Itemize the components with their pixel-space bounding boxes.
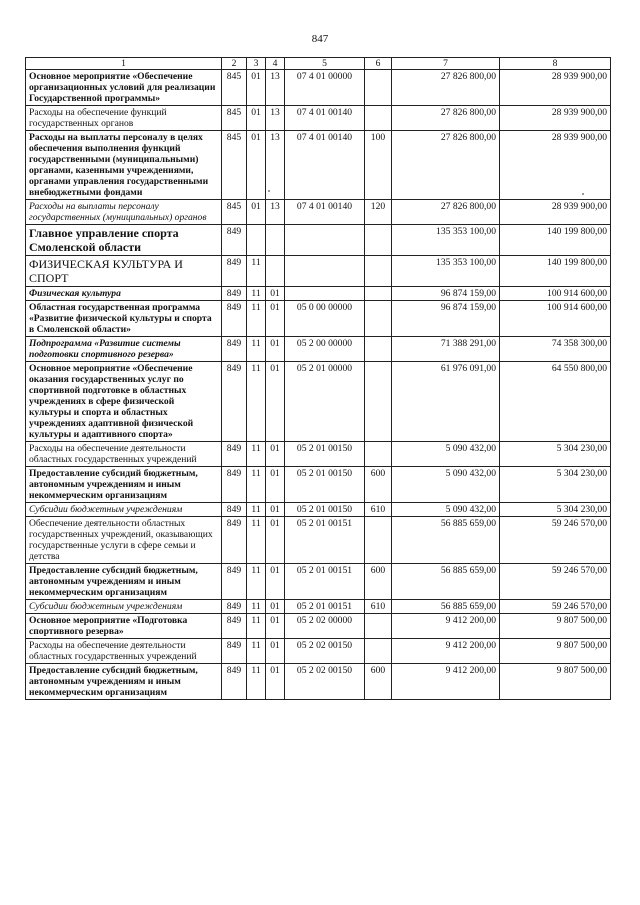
cell-ministry: 849 (222, 600, 247, 614)
cell-target-article: 07 4 01 00000 (285, 70, 365, 106)
cell-amount-year-2: 9 807 500,00 (500, 639, 611, 664)
cell-subsection: 01 (266, 517, 285, 564)
table-row (26, 70, 611, 106)
budget-table (25, 57, 611, 700)
table-row (26, 362, 611, 442)
row-name: Предоставление субсидий бюджетным, автономным учреждениям и иным некоммерческим организациям (26, 467, 222, 503)
cell-expense-type (365, 106, 392, 131)
cell-amount-year-1: 27 826 800,00 (392, 70, 500, 106)
cell-expense-type: 600 (365, 564, 392, 600)
cell-target-article: 05 2 01 00000 (285, 362, 365, 442)
cell-amount-year-1: 96 874 159,00 (392, 287, 500, 301)
cell-subsection: 01 (266, 564, 285, 600)
cell-target-article: 05 2 01 00151 (285, 517, 365, 564)
row-name: ФИЗИЧЕСКАЯ КУЛЬТУРА И СПОРТ (26, 256, 222, 287)
cell-subsection: 01 (266, 639, 285, 664)
cell-amount-year-1: 96 874 159,00 (392, 301, 500, 337)
row-name: Областная государственная программа «Развитие физической культуры и спорта в Смоленской области» (26, 301, 222, 337)
row-name: Расходы на выплаты персоналу государственных (муниципальных) органов (26, 200, 222, 225)
cell-amount-year-2: 140 199 800,00 (500, 225, 611, 256)
table-row (26, 614, 611, 639)
cell-amount-year-1: 27 826 800,00 (392, 131, 500, 200)
row-name: Основное мероприятие «Обеспечение организационных условий для реализации Государственной программы» (26, 70, 222, 106)
row-name: Главное управление спорта Смоленской области (26, 225, 222, 256)
cell-subsection: 01 (266, 467, 285, 503)
cell-section: 01 (247, 106, 266, 131)
table-row (26, 600, 611, 614)
cell-expense-type (365, 517, 392, 564)
cell-amount-year-1: 9 412 200,00 (392, 639, 500, 664)
cell-amount-year-1: 9 412 200,00 (392, 664, 500, 700)
cell-section: 11 (247, 287, 266, 301)
cell-section: 11 (247, 614, 266, 639)
cell-subsection: 13 (266, 200, 285, 225)
cell-amount-year-1: 135 353 100,00 (392, 256, 500, 287)
cell-amount-year-1: 5 090 432,00 (392, 467, 500, 503)
cell-amount-year-1: 5 090 432,00 (392, 442, 500, 467)
cell-section: 11 (247, 467, 266, 503)
cell-target-article (285, 225, 365, 256)
row-name: Расходы на обеспечение функций государственных органов (26, 106, 222, 131)
cell-amount-year-1: 56 885 659,00 (392, 600, 500, 614)
cell-ministry: 849 (222, 337, 247, 362)
cell-target-article: 07 4 01 00140 (285, 200, 365, 225)
cell-amount-year-2: 74 358 300,00 (500, 337, 611, 362)
row-name: Физическая культура (26, 287, 222, 301)
cell-subsection: 01 (266, 614, 285, 639)
cell-target-article: 07 4 01 00140 (285, 106, 365, 131)
table-row (26, 442, 611, 467)
scan-speck (582, 193, 584, 195)
table-row (26, 639, 611, 664)
cell-ministry: 849 (222, 301, 247, 337)
cell-section: 11 (247, 639, 266, 664)
cell-ministry: 849 (222, 256, 247, 287)
cell-amount-year-2: 28 939 900,00 (500, 131, 611, 200)
cell-target-article: 05 2 01 00150 (285, 503, 365, 517)
row-name: Основное мероприятие «Обеспечение оказания государственных услуг по спортивной подготовке в областных учреждениях в сфере физической культуры и спорта и областных учреждениях адаптивной физической культуры и адаптивного спорта» (26, 362, 222, 442)
cell-amount-year-2: 28 939 900,00 (500, 200, 611, 225)
cell-expense-type (365, 256, 392, 287)
cell-section: 11 (247, 301, 266, 337)
row-name: Предоставление субсидий бюджетным, автономным учреждениям и иным некоммерческим организациям (26, 564, 222, 600)
cell-subsection: 01 (266, 337, 285, 362)
cell-amount-year-2: 59 246 570,00 (500, 564, 611, 600)
table-row (26, 106, 611, 131)
cell-section: 11 (247, 337, 266, 362)
table-row (26, 131, 611, 200)
cell-amount-year-1: 61 976 091,00 (392, 362, 500, 442)
cell-section: 01 (247, 131, 266, 200)
cell-section: 11 (247, 564, 266, 600)
cell-subsection: 01 (266, 600, 285, 614)
table-row (26, 200, 611, 225)
column-header: 5 (285, 58, 365, 70)
cell-amount-year-2: 100 914 600,00 (500, 301, 611, 337)
cell-target-article: 05 0 00 00000 (285, 301, 365, 337)
cell-ministry: 849 (222, 664, 247, 700)
cell-ministry: 849 (222, 564, 247, 600)
cell-amount-year-2: 100 914 600,00 (500, 287, 611, 301)
cell-section: 11 (247, 517, 266, 564)
cell-amount-year-1: 27 826 800,00 (392, 106, 500, 131)
cell-ministry: 849 (222, 287, 247, 301)
cell-subsection: 01 (266, 442, 285, 467)
cell-expense-type (365, 70, 392, 106)
column-header: 1 (26, 58, 222, 70)
cell-amount-year-2: 64 550 800,00 (500, 362, 611, 442)
cell-expense-type: 120 (365, 200, 392, 225)
table-row (26, 256, 611, 287)
cell-subsection: 13 (266, 131, 285, 200)
cell-expense-type: 600 (365, 664, 392, 700)
cell-subsection: 01 (266, 664, 285, 700)
cell-amount-year-1: 9 412 200,00 (392, 614, 500, 639)
cell-section: 11 (247, 664, 266, 700)
cell-subsection: 01 (266, 503, 285, 517)
cell-amount-year-2: 140 199 800,00 (500, 256, 611, 287)
cell-target-article: 07 4 01 00140 (285, 131, 365, 200)
cell-expense-type (365, 337, 392, 362)
column-header: 7 (392, 58, 500, 70)
row-name: Обеспечение деятельности областных государственных учреждений, оказывающих государственные услуги в сфере семьи и детства (26, 517, 222, 564)
cell-amount-year-2: 9 807 500,00 (500, 664, 611, 700)
cell-expense-type (365, 225, 392, 256)
row-name: Подпрограмма «Развитие системы подготовки спортивного резерва» (26, 337, 222, 362)
cell-section: 01 (247, 70, 266, 106)
cell-ministry: 849 (222, 362, 247, 442)
column-header: 6 (365, 58, 392, 70)
column-header: 4 (266, 58, 285, 70)
table-row (26, 337, 611, 362)
cell-ministry: 849 (222, 467, 247, 503)
table-row (26, 467, 611, 503)
cell-amount-year-2: 5 304 230,00 (500, 467, 611, 503)
column-header: 3 (247, 58, 266, 70)
cell-expense-type (365, 362, 392, 442)
cell-section: 11 (247, 442, 266, 467)
cell-amount-year-1: 5 090 432,00 (392, 503, 500, 517)
cell-expense-type: 610 (365, 600, 392, 614)
table-body (26, 70, 611, 700)
column-header: 8 (500, 58, 611, 70)
cell-section: 11 (247, 503, 266, 517)
table-row (26, 225, 611, 256)
cell-subsection: 13 (266, 106, 285, 131)
cell-expense-type (365, 287, 392, 301)
cell-amount-year-2: 28 939 900,00 (500, 106, 611, 131)
cell-ministry: 849 (222, 639, 247, 664)
cell-section: 11 (247, 600, 266, 614)
cell-section (247, 225, 266, 256)
table-header-row (26, 58, 611, 70)
table-row (26, 517, 611, 564)
cell-subsection: 13 (266, 70, 285, 106)
cell-ministry: 849 (222, 614, 247, 639)
cell-amount-year-2: 59 246 570,00 (500, 600, 611, 614)
cell-expense-type (365, 639, 392, 664)
cell-target-article: 05 2 02 00150 (285, 639, 365, 664)
cell-amount-year-1: 56 885 659,00 (392, 564, 500, 600)
cell-subsection: 01 (266, 362, 285, 442)
cell-target-article: 05 2 01 00150 (285, 467, 365, 503)
cell-amount-year-2: 28 939 900,00 (500, 70, 611, 106)
cell-amount-year-2: 59 246 570,00 (500, 517, 611, 564)
cell-section: 11 (247, 362, 266, 442)
row-name: Предоставление субсидий бюджетным, автономным учреждениям и иным некоммерческим организациям (26, 664, 222, 700)
cell-expense-type: 600 (365, 467, 392, 503)
cell-subsection: 01 (266, 287, 285, 301)
cell-expense-type: 610 (365, 503, 392, 517)
table-row (26, 503, 611, 517)
scan-speck (268, 190, 270, 192)
cell-target-article: 05 2 01 00150 (285, 442, 365, 467)
table-row (26, 287, 611, 301)
cell-ministry: 849 (222, 517, 247, 564)
cell-ministry: 849 (222, 225, 247, 256)
cell-ministry: 849 (222, 503, 247, 517)
row-name: Субсидии бюджетным учреждениям (26, 503, 222, 517)
cell-expense-type (365, 301, 392, 337)
column-header: 2 (222, 58, 247, 70)
row-name: Расходы на обеспечение деятельности областных государственных учреждений (26, 639, 222, 664)
cell-ministry: 849 (222, 442, 247, 467)
cell-amount-year-1: 27 826 800,00 (392, 200, 500, 225)
cell-amount-year-1: 71 388 291,00 (392, 337, 500, 362)
cell-amount-year-1: 56 885 659,00 (392, 517, 500, 564)
cell-target-article: 05 2 01 00151 (285, 564, 365, 600)
cell-amount-year-2: 9 807 500,00 (500, 614, 611, 639)
cell-ministry: 845 (222, 131, 247, 200)
row-name: Основное мероприятие «Подготовка спортивного резерва» (26, 614, 222, 639)
page-number: 847 (311, 33, 329, 45)
cell-target-article (285, 287, 365, 301)
cell-ministry: 845 (222, 200, 247, 225)
table-row (26, 301, 611, 337)
row-name: Расходы на обеспечение деятельности областных государственных учреждений (26, 442, 222, 467)
cell-expense-type: 100 (365, 131, 392, 200)
row-name: Субсидии бюджетным учреждениям (26, 600, 222, 614)
cell-target-article: 05 2 01 00151 (285, 600, 365, 614)
cell-amount-year-1: 135 353 100,00 (392, 225, 500, 256)
cell-amount-year-2: 5 304 230,00 (500, 503, 611, 517)
cell-expense-type (365, 442, 392, 467)
cell-ministry: 845 (222, 70, 247, 106)
row-name: Расходы на выплаты персоналу в целях обеспечения выполнения функций государственными (муниципальными) органами, казенными учреждениями, органами управления государственными внебюджетными фондами (26, 131, 222, 200)
cell-section: 11 (247, 256, 266, 287)
cell-target-article: 05 2 00 00000 (285, 337, 365, 362)
cell-expense-type (365, 614, 392, 639)
cell-subsection (266, 225, 285, 256)
cell-ministry: 845 (222, 106, 247, 131)
cell-subsection (266, 256, 285, 287)
cell-target-article: 05 2 02 00150 (285, 664, 365, 700)
cell-section: 01 (247, 200, 266, 225)
cell-target-article: 05 2 02 00000 (285, 614, 365, 639)
table-row (26, 564, 611, 600)
table-row (26, 664, 611, 700)
cell-subsection: 01 (266, 301, 285, 337)
cell-target-article (285, 256, 365, 287)
cell-amount-year-2: 5 304 230,00 (500, 442, 611, 467)
